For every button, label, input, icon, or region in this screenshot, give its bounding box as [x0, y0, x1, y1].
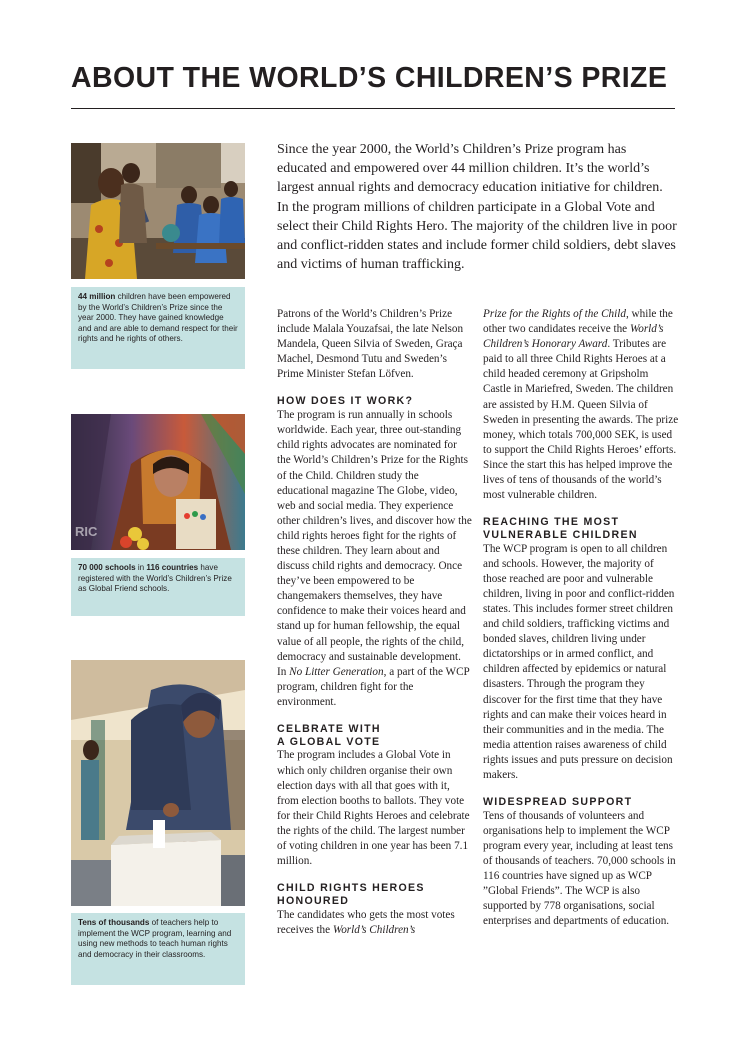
page-title: ABOUT THE WORLD’S CHILDREN’S PRIZE [71, 62, 668, 94]
girl-voting-photo [71, 660, 245, 906]
award-text: . Tributes are paid to all three Child Rights Heroes at a child headed ceremony at Gripsholm Castle in Mariefred, Sweden. The children are assisted by H.M. Queen Silvia of Sweden in presenting the awards. The prize money, which totals 700,000 SEK, is used to support the Child Rights Heroes’ efforts. Since the start this has helped improve the lives of tens of thousands of the world’s most vulnerable children. [483, 338, 679, 502]
heading-heroes-honoured [277, 882, 473, 907]
title-rule [71, 108, 675, 109]
caption-text: in [135, 563, 147, 572]
photo-logo-text: RIC [75, 524, 98, 539]
heading-how-does-it-work: HOW DOES IT WORK? [277, 395, 414, 408]
intro-paragraph: Since the year 2000, the World’s Children’s Prize program has educated and empowered over 44 million children. It’s the world’s largest annual rights and democracy education initiative for children. In the program millions of children participate in a Global Vote and select their Child Rights Hero. The majority of the children live in poor and conflict-ridden states and include former child soldiers, debt slaves and victims of human trafficking. [277, 142, 677, 273]
heading-widespread-support: WIDESPREAD SUPPORT [483, 796, 633, 809]
caption-70000-schools [71, 558, 245, 616]
heading-line: HONOURED [277, 894, 350, 907]
heading-line: REACHING THE MOST [483, 516, 620, 529]
how-paragraph [277, 408, 473, 710]
heading-line: CHILD RIGHTS HEROES [277, 882, 425, 895]
heading-line: CELBRATE WITH [277, 723, 381, 736]
how-text-a: The program is run annually in schools worldwide. Each year, three out-standing child rights advocates are nominated for the World’s Children’s Prize for the Rights of the Child. Children study the educational magazine The Globe, video, web and social media. They experience other children’s lives, and discover how the child rights heroes fight for the rights of these children. They learn about and discuss child rights and democracy. Once they’ve been empowered to be changemakers themselves, they have confidence to make their voices heard and stand up for human fellowship, the equal value of all people, the rights of the child, democracy and sustainable development. In [277, 409, 472, 678]
text-column-right [483, 307, 679, 930]
heading-celebrate-vote [277, 723, 473, 748]
caption-bold: 44 million [78, 292, 116, 301]
award-paragraph [483, 307, 679, 503]
caption-44-million [71, 287, 245, 369]
how-text-b: , a part of the WCP program, children fight for the environment. [277, 665, 470, 708]
heading-reaching-vulnerable [483, 516, 679, 541]
heading-line: VULNERABLE CHILDREN [483, 528, 638, 541]
caption-text: children have been empowered by the World’s Children’s Prize since the year 2000. They have gained knowledge and and are able to demand respect for their rights and he rights of others. [78, 292, 238, 344]
patrons-paragraph: Patrons of the World’s Children’s Prize include Malala Youzafsai, the late Nelson Mandela, Queen Silvia of Sweden, Graça Machel, Desmond Tutu and Sweden’s Prime Minister Stefan Löfven. [277, 308, 464, 381]
support-paragraph: Tens of thousands of volunteers and organisations help to implement the WCP program every year, including at least tens of thousands of teachers. 70,000 schools in 116 countries have signed up as WCP ”Global Friends”. The WCP is also supported by 778 organisations, social enterprises and departments of education. [483, 809, 676, 928]
caption-text: of teachers help to implement the WCP program, learning and using new methods to teach human rights and democracy in their classrooms. [78, 918, 232, 959]
caption-bold: Tens of thousands [78, 918, 150, 927]
how-text-italic: No Litter Generation [289, 665, 384, 678]
caption-tens-of-thousands [71, 913, 245, 985]
caption-text: have registered with the World’s Children’s Prize as Global Friend schools. [78, 563, 232, 594]
caption-bold: 70 000 schools [78, 563, 136, 572]
honoured-paragraph [277, 908, 473, 938]
caption-bold: 116 countries [146, 563, 199, 572]
heading-line: A GLOBAL VOTE [277, 735, 381, 748]
honoured-text: The candidates who gets the most votes receives the [277, 908, 455, 936]
classroom-teacher-photo [71, 143, 245, 279]
award-text-italic: Prize for the Rights of the Child [483, 308, 626, 320]
award-text: , while the other two candidates receive the [483, 308, 673, 336]
text-column-left [277, 307, 473, 938]
award-text-italic: World’s Children’s Honorary Award [483, 323, 664, 351]
reaching-paragraph: The WCP program is open to all children and schools. However, the majority of those reached are poor and vulnerable children, living in poor and conflict-ridden states. This includes former street children and child soldiers, trafficking victims and bonded slaves, children living under dictatorships or in armed conflict, and children affected by epidemics or natural disasters. Through the program they discover for the first time that they have rights and can make their voices heard in their communities and in the media. The media attention raises awareness of child rights issues and puts pressure on decision makers. [483, 542, 675, 782]
girl-with-book-photo [71, 414, 245, 550]
honoured-text-italic: World’s Children’s [332, 923, 416, 936]
vote-paragraph: The program includes a Global Vote in which only children organise their own election days with all that goes with it, from election booths to ballots. They vote for their Child Rights Heroes and celebrate the rights of the child. The largest number of voting children in one year has been 7.1 million. [277, 749, 470, 868]
